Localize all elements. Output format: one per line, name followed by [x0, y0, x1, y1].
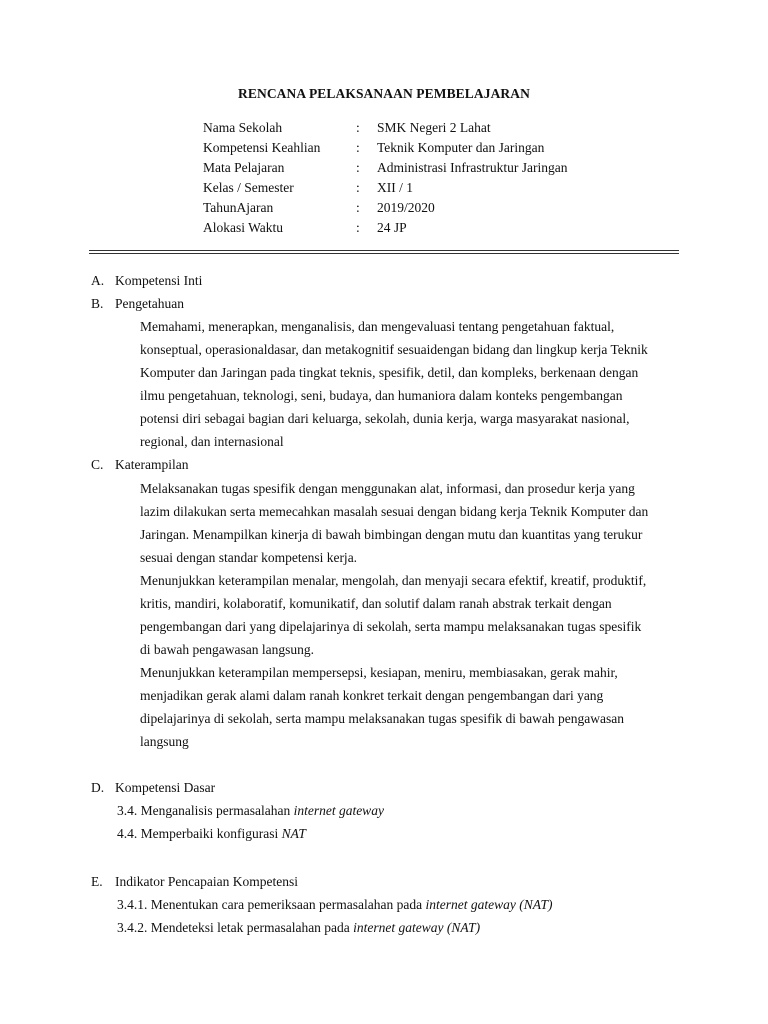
- paragraph-line: menjadikan gerak alami dalam ranah konkret terkait dengan pengembangan dari yang: [140, 688, 604, 703]
- info-row: [203, 138, 567, 158]
- info-row: [203, 218, 567, 238]
- info-separator: :: [356, 160, 360, 175]
- section-d: [91, 776, 215, 799]
- list-item-text: 4.4. Memperbaiki konfigurasi: [117, 826, 282, 841]
- section-letter: B.: [91, 296, 104, 311]
- paragraph-line: ilmu pengetahuan, teknologi, seni, budaya, dan humaniora dalam konteks pengembangan: [140, 388, 623, 403]
- info-label: TahunAjaran: [203, 200, 274, 215]
- info-value: 24 JP: [377, 220, 407, 235]
- list-item: [117, 822, 384, 845]
- paragraph-line: di bawah pengawasan langsung.: [140, 642, 314, 657]
- info-value: 2019/2020: [377, 200, 435, 215]
- section-heading: Kompetensi Dasar: [115, 780, 216, 795]
- section-c-paragraph: [140, 477, 680, 753]
- page-title: RENCANA PELAKSANAAN PEMBELAJARAN: [238, 86, 530, 101]
- info-label: Alokasi Waktu: [203, 220, 284, 235]
- paragraph-line: Komputer dan Jaringan pada tingkat teknis, spesifik, detil, dan kompleks, berkenaan dengan: [140, 365, 639, 380]
- section-b: [91, 292, 184, 315]
- info-label: Kelas / Semester: [203, 180, 294, 195]
- section-letter: D.: [91, 780, 105, 795]
- section-heading: Kompetensi Inti: [115, 273, 203, 288]
- paragraph-line: Menunjukkan keterampilan menalar, mengolah, dan menyaji secara efektif, kreatif, produktif,: [140, 573, 647, 588]
- info-row: [203, 198, 567, 218]
- list-item-text: 3.4.1. Menentukan cara pemeriksaan permasalahan pada: [117, 897, 426, 912]
- paragraph-line: langsung: [140, 734, 189, 749]
- info-value: XII / 1: [377, 180, 413, 195]
- list-item-italic: internet gateway (NAT): [353, 920, 481, 935]
- paragraph-line: Menunjukkan keterampilan mempersepsi, kesiapan, meniru, membiasakan, gerak mahir,: [140, 665, 618, 680]
- list-item: [117, 893, 552, 916]
- header-divider-top: [89, 250, 679, 251]
- list-item-italic: internet gateway: [293, 803, 384, 818]
- section-e-list: [117, 893, 552, 939]
- section-letter: E.: [91, 874, 103, 889]
- identity-table: [203, 118, 567, 238]
- info-row: [203, 158, 567, 178]
- list-item-text: 3.4. Menganalisis permasalahan: [117, 803, 294, 818]
- section-letter: A.: [91, 273, 105, 288]
- info-value: SMK Negeri 2 Lahat: [377, 120, 491, 135]
- info-value: Teknik Komputer dan Jaringan: [377, 140, 545, 155]
- list-item-italic: internet gateway (NAT): [425, 897, 553, 912]
- header-divider-bottom: [89, 253, 679, 254]
- paragraph-line: konseptual, operasionaldasar, dan metakognitif sesuaidengan bidang dan lingkup kerja Teknik: [140, 342, 648, 357]
- paragraph-line: Melaksanakan tugas spesifik dengan menggunakan alat, informasi, dan prosedur kerja yang: [140, 481, 635, 496]
- paragraph-line: pengembangan dari yang dipelajarinya di sekolah, serta mampu melaksanakan tugas spesifik: [140, 619, 642, 634]
- info-separator: :: [356, 220, 360, 235]
- paragraph-line: potensi diri sebagai bagian dari keluarga, sekolah, dunia kerja, warga masyarakat nasional,: [140, 411, 630, 426]
- section-e: [91, 870, 298, 893]
- info-separator: :: [356, 140, 360, 155]
- paragraph-line: lazim dilakukan serta memecahkan masalah sesuai dengan bidang kerja Teknik Komputer dan: [140, 504, 649, 519]
- section-d-list: [117, 799, 384, 845]
- info-separator: :: [356, 120, 360, 135]
- info-value: Administrasi Infrastruktur Jaringan: [377, 160, 568, 175]
- info-label: Kompetensi Keahlian: [203, 140, 321, 155]
- list-item-text: 3.4.2. Mendeteksi letak permasalahan pada: [117, 920, 354, 935]
- list-item: [117, 799, 384, 822]
- paragraph-line: regional, dan internasional: [140, 434, 284, 449]
- paragraph-line: Jaringan. Menampilkan kinerja di bawah bimbingan dengan mutu dan kuantitas yang terukur: [140, 527, 643, 542]
- info-separator: :: [356, 200, 360, 215]
- section-b-paragraph: [140, 315, 680, 453]
- list-item: [117, 916, 552, 939]
- paragraph-line: Memahami, menerapkan, menganalisis, dan mengevaluasi tentang pengetahuan faktual,: [140, 319, 615, 334]
- paragraph-line: kritis, mandiri, kolaboratif, komunikatif, dan solutif dalam ranah abstrak terkait dengan: [140, 596, 612, 611]
- list-item-italic: NAT: [281, 826, 306, 841]
- info-row: [203, 178, 567, 198]
- info-label: Nama Sekolah: [203, 120, 283, 135]
- section-a: [91, 269, 202, 292]
- section-letter: C.: [91, 457, 104, 472]
- paragraph-line: sesuai dengan standar kompetensi kerja.: [140, 550, 358, 565]
- info-label: Mata Pelajaran: [203, 160, 285, 175]
- section-heading: Katerampilan: [115, 457, 189, 472]
- info-row: [203, 118, 567, 138]
- section-heading: Indikator Pencapaian Kompetensi: [115, 874, 298, 889]
- paragraph-line: dipelajarinya di sekolah, serta mampu melaksanakan tugas spesifik di bawah pengawasan: [140, 711, 624, 726]
- info-separator: :: [356, 180, 360, 195]
- section-c: [91, 453, 188, 476]
- section-heading: Pengetahuan: [115, 296, 184, 311]
